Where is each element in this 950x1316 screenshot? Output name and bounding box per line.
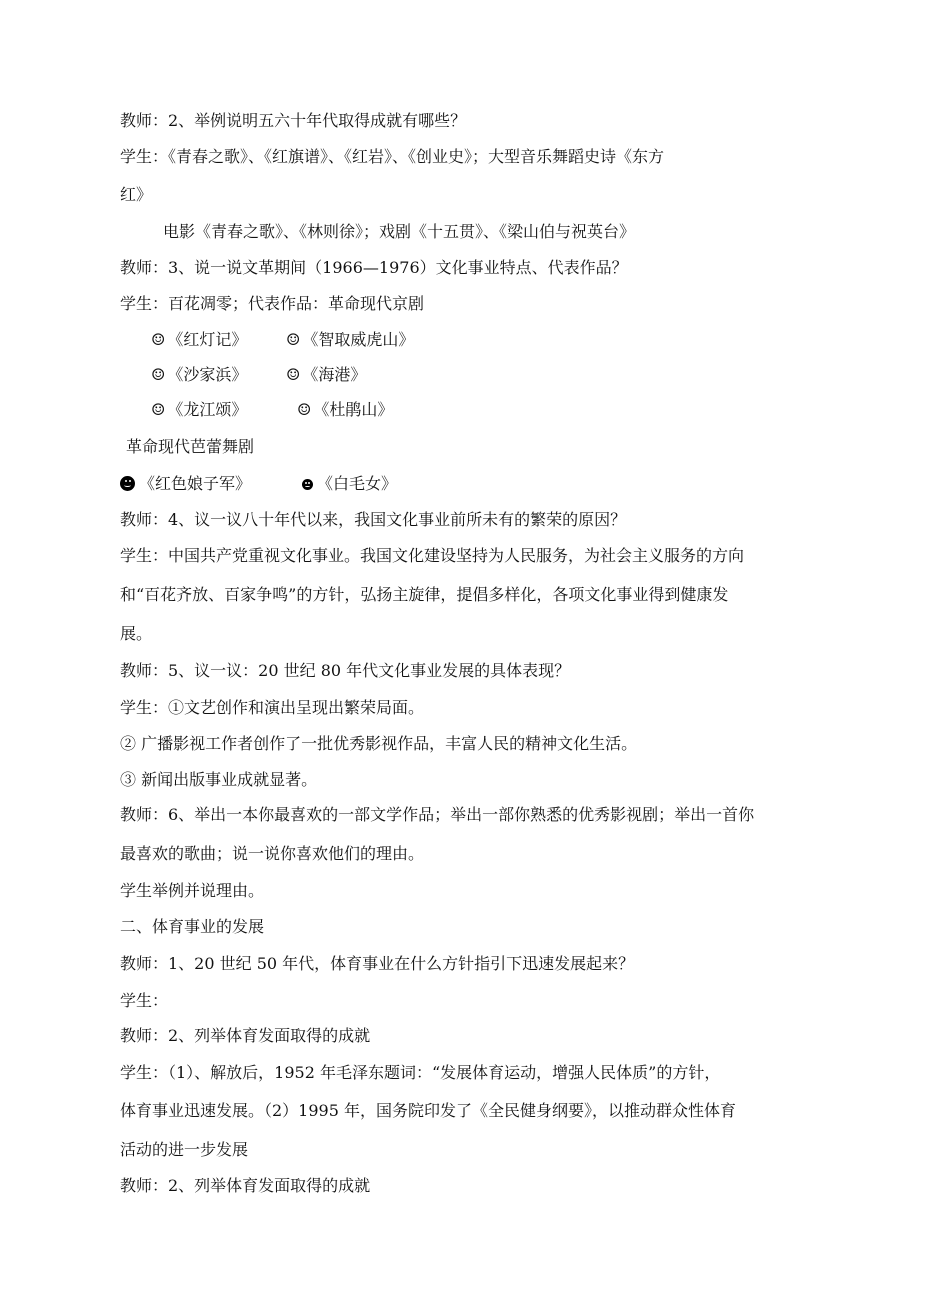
ballet-item [302,473,397,495]
smiley-outline-icon: ☺ [151,400,166,419]
teacher-question-6: 教师：6、举出一本你最喜欢的一部文学作品；举出一部你熟悉的优秀影视剧；举出一首你 [120,805,755,824]
section-heading-sports: 二、体育事业的发展 [120,917,265,936]
ballet-title: 《红色娘子军》 [139,474,252,493]
student-sports-answer: 学生：（1）、解放后，1952 年毛泽东题词：“发展体育运动，增强人民体质”的方针， [120,1063,721,1082]
teacher-sports-question-2: 教师：2、列举体育发面取得的成就 [120,1026,371,1045]
student-sports-answer-end: 活动的进一步发展 [120,1140,249,1159]
student-answer-item-1: 学生：①文艺创作和演出呈现出繁荣局面。 [120,698,425,717]
student-answer-reasons-cont: 和“百花齐放、百家争鸣”的方针，弘扬主旋律，提倡多样化，各项文化事业得到健康发 [120,585,729,604]
ballet-heading: 革命现代芭蕾舞剧 [126,437,255,456]
student-answer-works-cont: 红》 [120,185,153,204]
teacher-sports-question-2-repeat: 教师：2、列举体育发面取得的成就 [120,1176,371,1195]
student-answer-reasons: 学生：中国共产党重视文化事业。我国文化建设坚持为人民服务，为社会主义服务的方向 [120,546,745,565]
smiley-outline-icon: ☺ [286,330,301,349]
student-answer-item-2: ② 广播影视工作者创作了一批优秀影视作品，丰富人民的精神文化生活。 [120,734,638,753]
smiley-outline-icon: ☺ [297,400,312,419]
teacher-sports-question-1: 教师：1、20 世纪 50 年代，体育事业在什么方针指引下迅速发展起来？ [120,954,635,973]
teacher-question-6-cont: 最喜欢的歌曲；说一说你喜欢他们的理由。 [120,844,425,863]
opera-row-1 [151,329,415,351]
ballet-row [120,473,398,495]
student-answer-item-3: ③ 新闻出版事业成就显著。 [120,770,318,789]
opera-title: 《杜鹃山》 [313,400,394,419]
student-answer-cultural-revolution: 学生：百花凋零；代表作品：革命现代京剧 [120,294,425,313]
student-example: 学生举例并说理由。 [120,881,265,900]
smiley-outline-icon: ☺ [151,330,166,349]
smiley-outline-icon: ☺ [286,365,301,384]
opera-title: 《红灯记》 [167,330,248,349]
student-answer-works: 学生：《青春之歌》、《红旗谱》、《红岩》、《创业史》；大型音乐舞蹈史诗《东方 [120,147,665,166]
opera-item [297,399,393,421]
opera-title: 《沙家浜》 [167,365,248,384]
opera-row-3 [151,399,394,421]
teacher-question-5: 教师：5、议一议：20 世纪 80 年代文化事业发展的具体表现？ [120,661,571,680]
opera-title: 《龙江颂》 [167,400,248,419]
teacher-question-2: 教师：2、举例说明五六十年代取得成就有哪些？ [120,111,467,130]
teacher-question-3: 教师：3、说一说文革期间（1966—1976）文化事业特点、代表作品？ [120,258,628,277]
student-answer-reasons-end: 展。 [120,624,153,643]
student-blank: 学生： [120,991,169,1010]
student-sports-answer-cont: 体育事业迅速发展。（2）1995 年，国务院印发了《全民健身纲要》，以推动群众性体育 [120,1101,736,1120]
films-and-dramas: 电影《青春之歌》、《林则徐》；戏剧《十五贯》、《梁山伯与祝英台》 [163,222,636,241]
opera-item [286,364,366,386]
smiley-solid-icon [120,476,135,491]
opera-item [286,329,414,351]
opera-title: 《海港》 [302,365,367,384]
ballet-title: 《白毛女》 [317,474,398,493]
smiley-outline-icon: ☺ [151,365,166,384]
smiley-solid-icon [302,479,313,490]
opera-title: 《智取威虎山》 [302,330,415,349]
teacher-question-4: 教师：4、议一议八十年代以来，我国文化事业前所未有的繁荣的原因？ [120,510,627,529]
opera-row-2 [151,364,367,386]
